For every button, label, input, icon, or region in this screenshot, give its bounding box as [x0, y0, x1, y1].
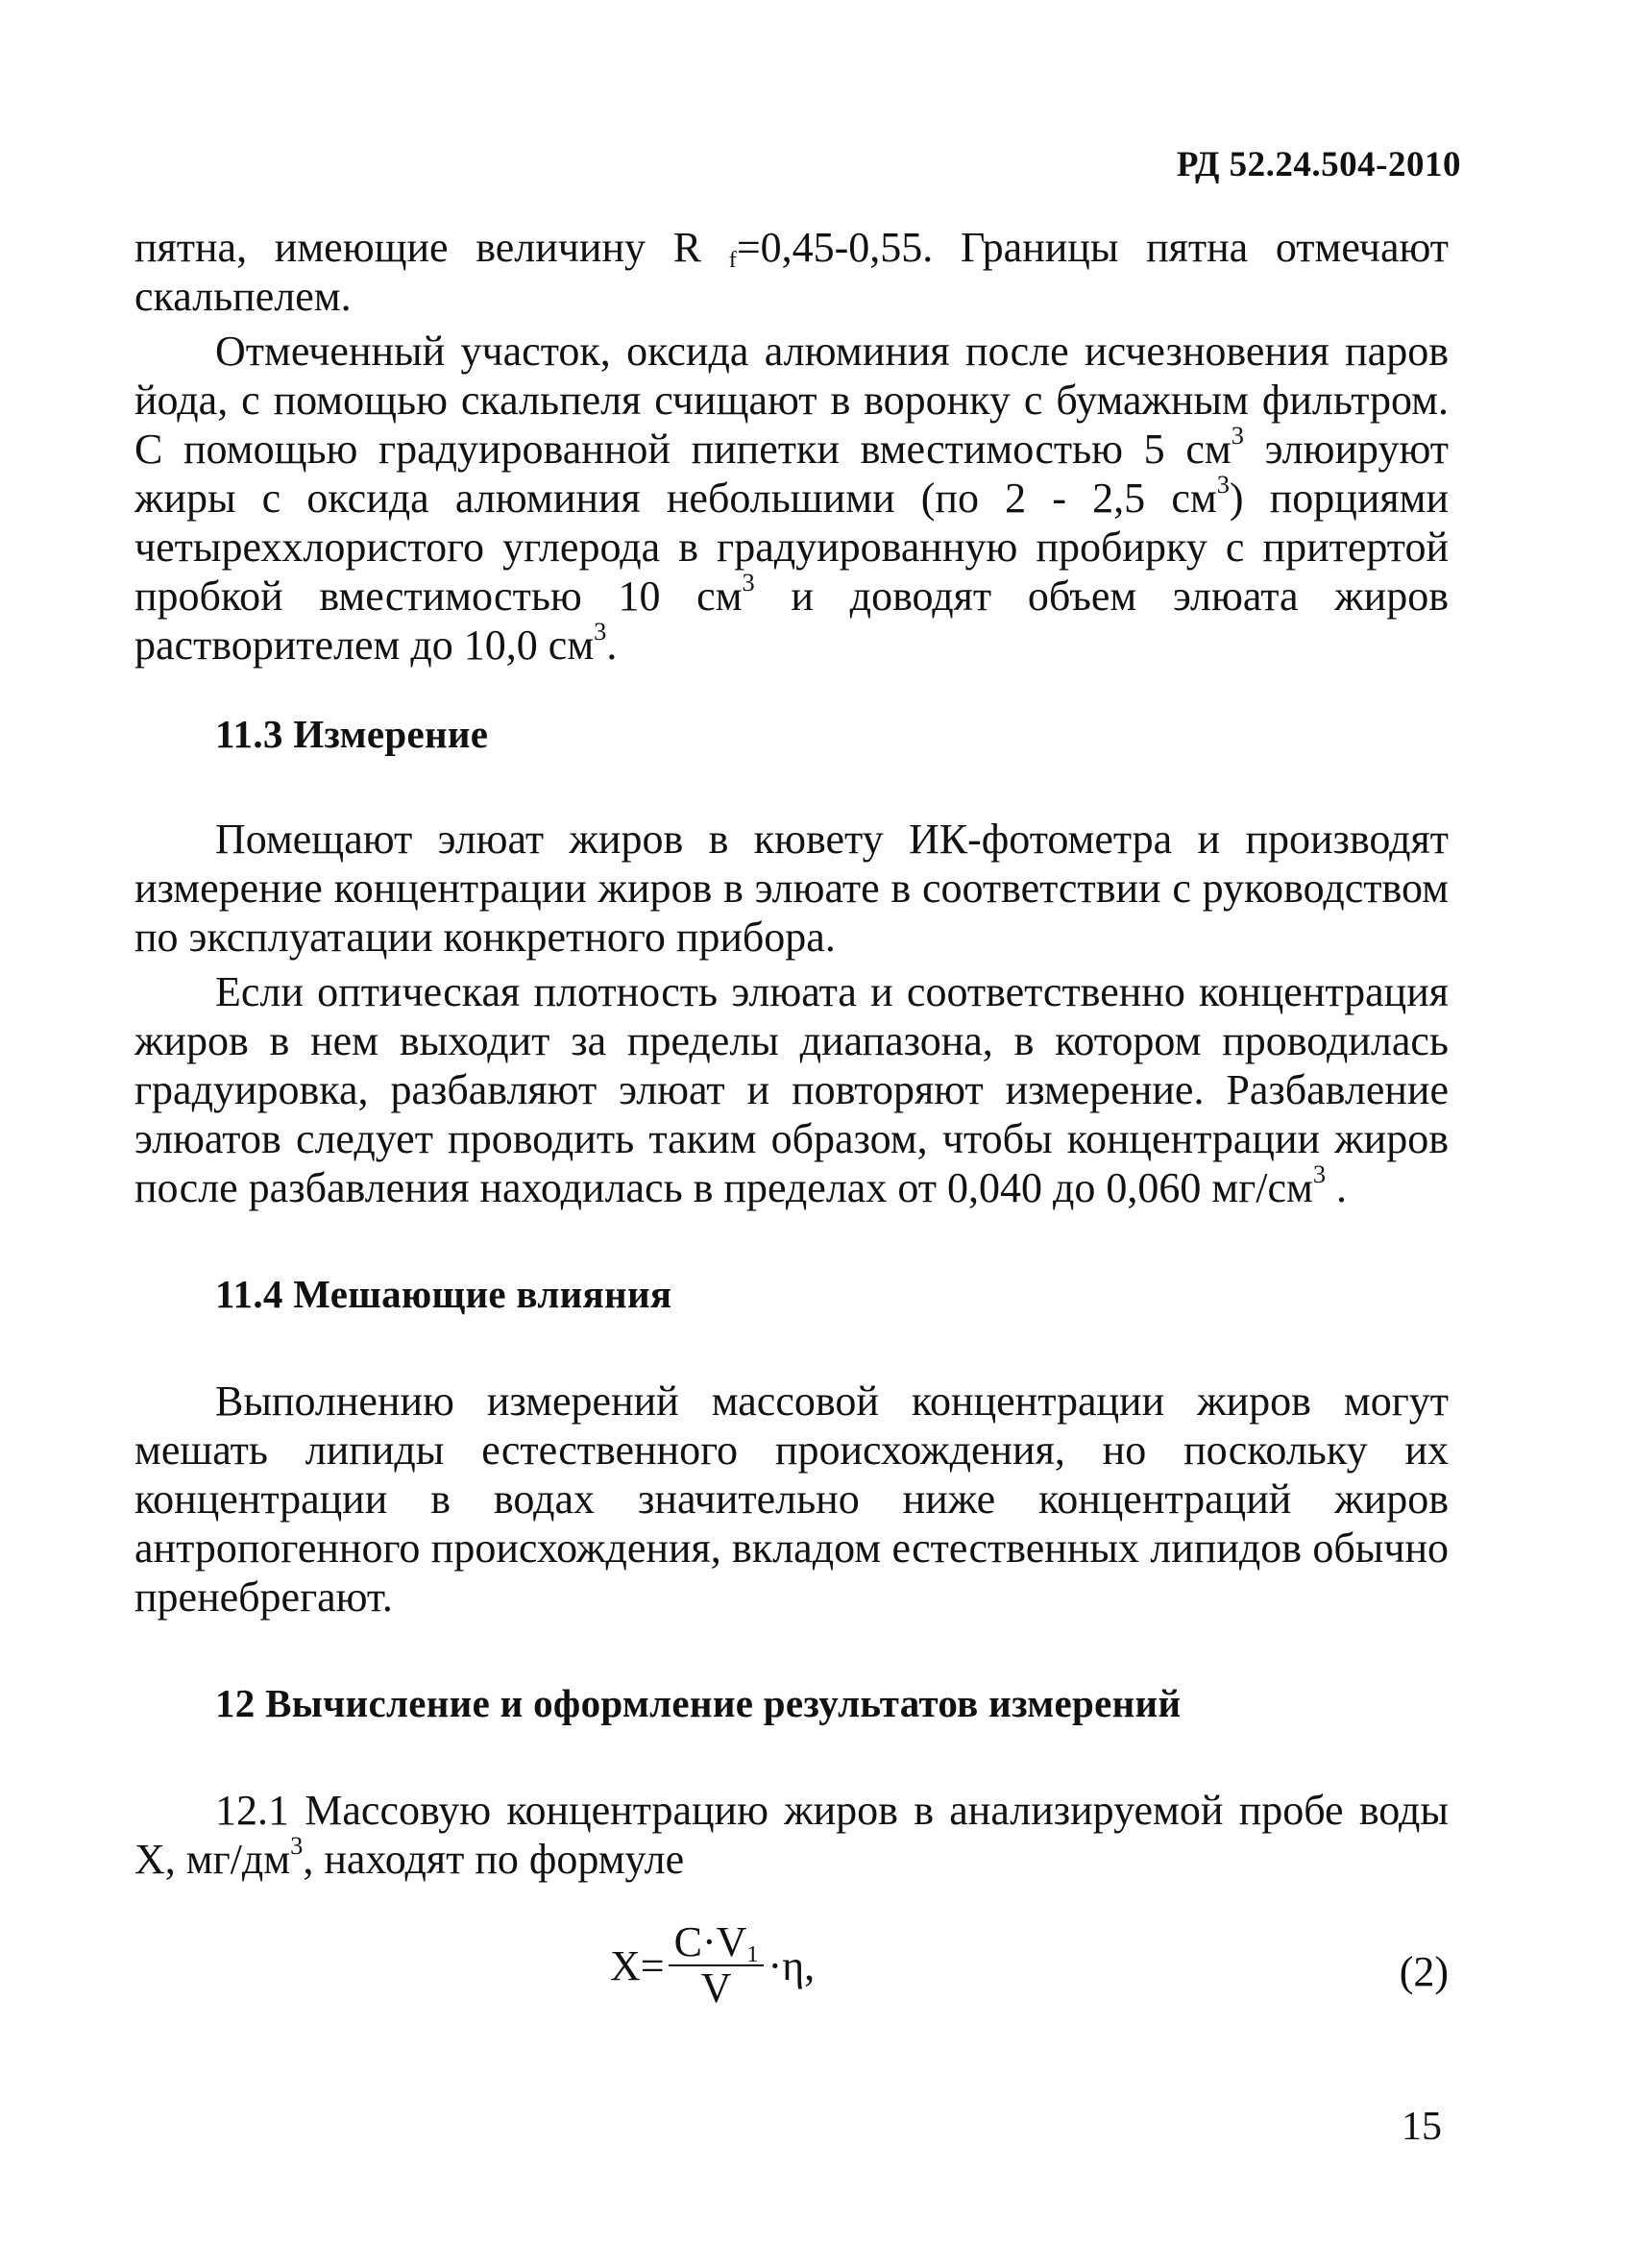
text-segment: 12.1 Массовую концентрацию жиров в анализируемой пробе воды X, мг/дм: [134, 1787, 1449, 1883]
document-id-header: РД 52.24.504-2010: [1176, 145, 1461, 184]
text-segment: .: [606, 622, 618, 669]
text-segment: ) порциями четыреххлористого углерода в градуированную пробирку с притертой пробкой вместимостью 10 см: [134, 475, 1449, 620]
paragraph-calculation: [134, 1786, 1449, 1884]
paragraph-interference: Выполнению измерений массовой концентрации жиров могут мешать липиды естественного происхождения, но поскольку их концентрации в водах значительно ниже концентраций жиров антропогенного происхождения, вкладом естественных липидов обычно пренебрегают.: [134, 1378, 1449, 1621]
formula-2: [610, 1920, 815, 2011]
text-segment: элюируют жиры с оксида алюминия небольшими (по 2 - 2,5 см: [134, 426, 1449, 522]
text-segment: , находят по формуле: [303, 1836, 685, 1883]
superscript: 3: [290, 1831, 304, 1861]
superscript: 3: [594, 617, 607, 646]
text-segment: пятна, имеющие величину R: [134, 224, 702, 271]
paragraph-measurement: Помещают элюат жиров в кювету ИК-фотометра и производят измерение концентрации жиров в элюате в соответствии с руководством по эксплуатации конкретного прибора.: [134, 816, 1449, 961]
text-segment: Если оптическая плотность элюата и соответственно концентрация жиров в нем выходит за пределы диапазона, в котором проводилась градуировка, разбавляют элюат и повторяют измерение. Разбавление элюатов следует проводить таким образом, чтобы концентрации жиров после разбавления находилась в пределах от 0,040 до 0,060 мг/см: [134, 968, 1449, 1211]
text-segment: .: [1326, 1164, 1348, 1211]
fraction-numerator: [669, 1920, 765, 1966]
numerator-subscript: 1: [746, 1941, 759, 1968]
superscript: 3: [1216, 470, 1230, 500]
text-segment: Отмеченный участок, оксида алюминия после исчезновения паров йода, с помощью скальпеля счищают в воронку с бумажным фильтром. С помощью градуированной пипетки вместимостью 5 см: [134, 328, 1449, 473]
section-heading-11-4: 11.4 Мешающие влияния: [215, 1272, 672, 1316]
numerator-text: C·V: [673, 1918, 747, 1965]
section-heading-12: 12 Вычисление и оформление результатов измерений: [215, 1681, 1182, 1725]
text-segment: =0,45-0,55. Границы пятна отмечают скальпелем.: [134, 224, 1449, 320]
superscript: 3: [1312, 1159, 1327, 1189]
rf-subscript: f: [728, 247, 737, 274]
fraction-denominator: V: [700, 1964, 732, 2012]
section-heading-11-3: 11.3 Измерение: [215, 712, 489, 756]
equation-number: (2): [1399, 1948, 1449, 1995]
paragraph-dilution: [134, 967, 1449, 1212]
formula-fraction: [669, 1920, 765, 2011]
superscript: 3: [742, 568, 755, 597]
superscript: 3: [1231, 421, 1244, 451]
page-content: [134, 223, 1449, 2036]
page-number: 15: [1402, 2105, 1442, 2149]
text-segment: и доводят объем элюата жиров растворителем до 10,0 см: [134, 573, 1449, 669]
paragraph-rf-values: [134, 223, 1449, 321]
formula-row: [134, 1911, 1449, 2036]
formula-rhs: ·η,: [768, 1941, 816, 1989]
paragraph-marked-area: [134, 327, 1449, 670]
formula-lhs: X=: [610, 1941, 665, 1989]
